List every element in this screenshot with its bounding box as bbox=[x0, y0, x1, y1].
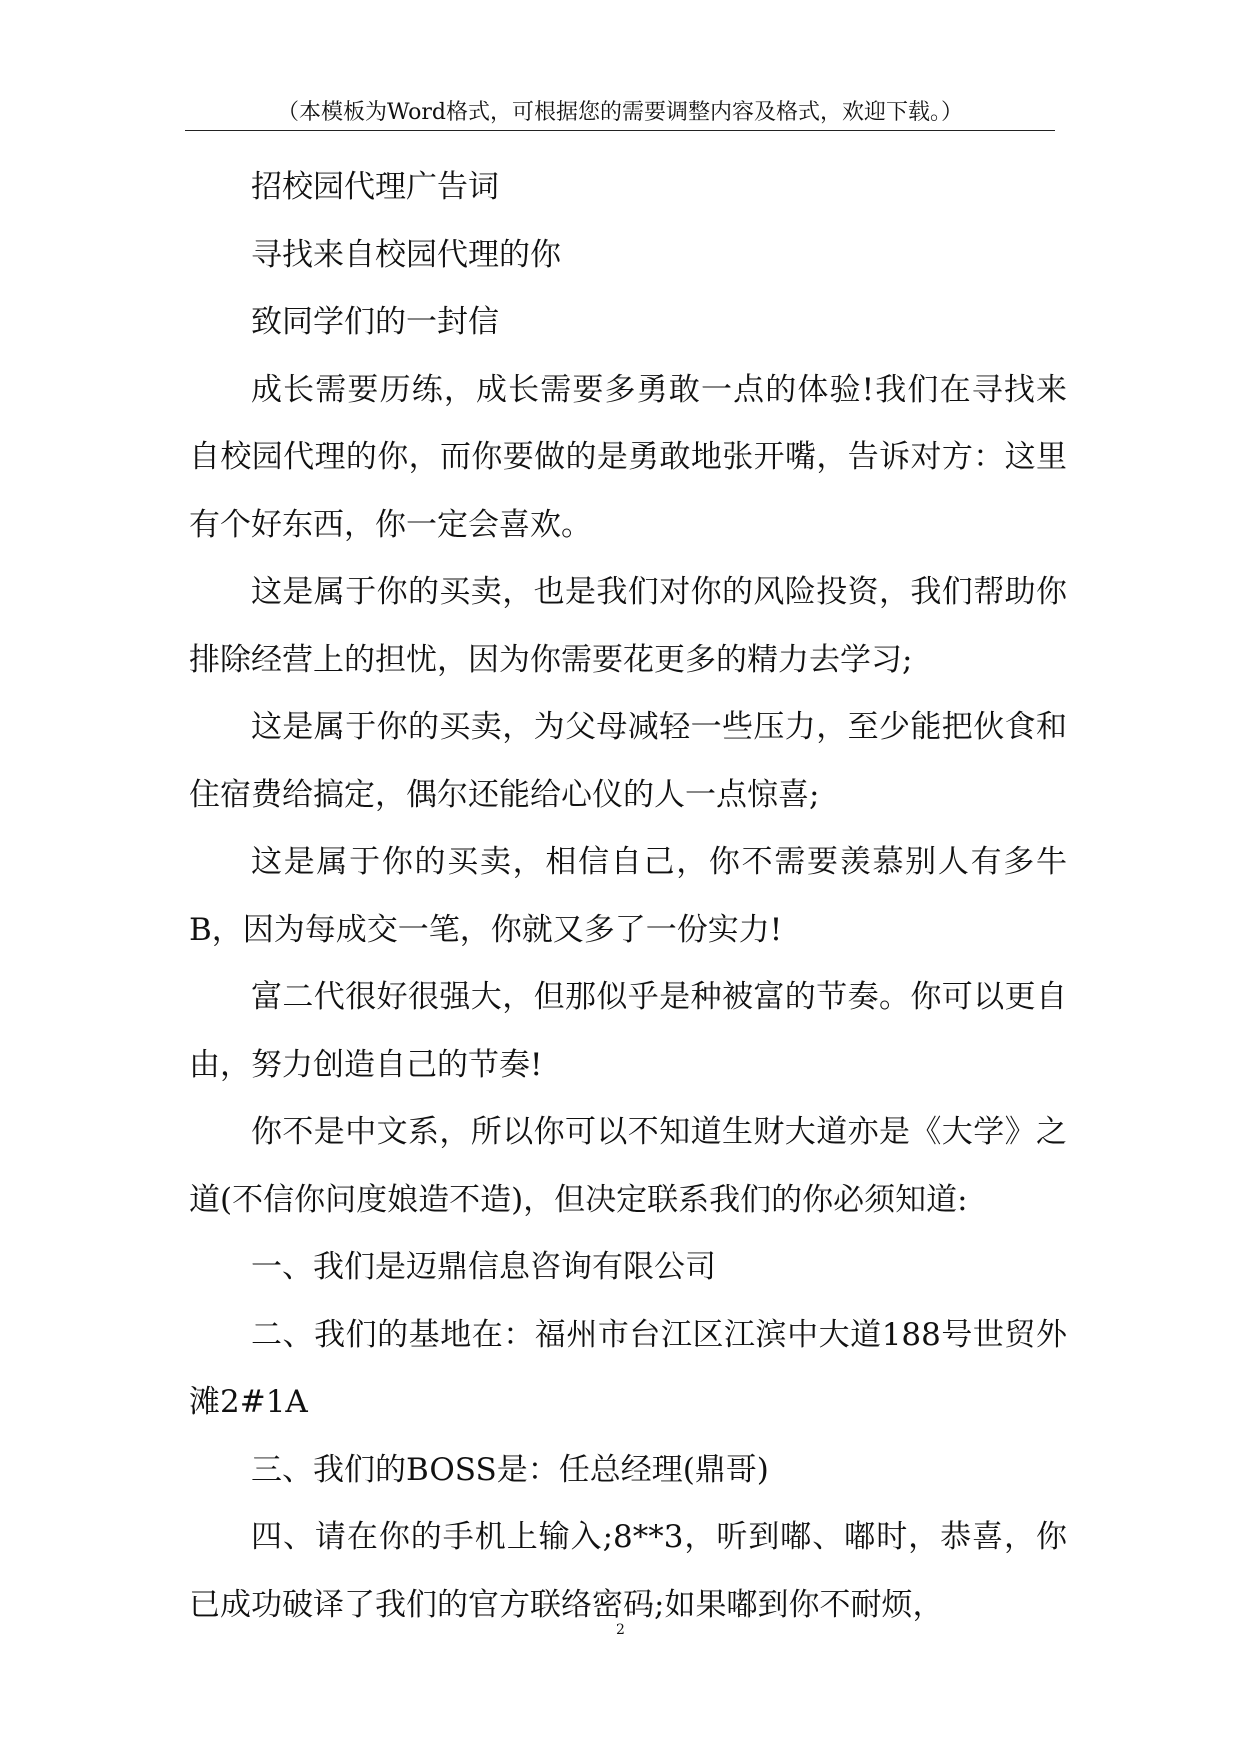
list-item: 三、我们的BOSS是：任总经理(鼎哥) bbox=[251, 1451, 769, 1488]
doc-title: 招校园代理广告词 bbox=[251, 169, 499, 205]
paragraph: 这是属于你的买卖，为父母减轻一些压力，至少能把伙食和住宿费给搞定，偶尔还能给心仪的人一点惊喜; bbox=[189, 709, 1067, 813]
page-number: 2 bbox=[616, 1622, 625, 1638]
subtitle: 寻找来自校园代理的你 bbox=[251, 236, 561, 273]
list-item: 一、我们是迈鼎信息咨询有限公司 bbox=[251, 1249, 716, 1285]
document-body bbox=[189, 154, 1067, 1639]
paragraph: 成长需要历练，成长需要多勇敢一点的体验!我们在寻找来自校园代理的你，而你要做的是勇敢地张开嘴，告诉对方：这里有个好东西，你一定会喜欢。 bbox=[189, 371, 1067, 543]
paragraph: 这是属于你的买卖，相信自己，你不需要羡慕别人有多牛B，因为每成交一笔，你就又多了一份实力! bbox=[189, 844, 1067, 948]
header-divider bbox=[185, 130, 1055, 131]
paragraph: 这是属于你的买卖，也是我们对你的风险投资，我们帮助你排除经营上的担忧，因为你需要花更多的精力去学习; bbox=[189, 574, 1067, 678]
header-note: （本模板为Word格式，可根据您的需要调整内容及格式，欢迎下载。） bbox=[277, 100, 963, 125]
list-item: 二、我们的基地在：福州市台江区江滨中大道188号世贸外滩2#1A bbox=[189, 1316, 1067, 1420]
letter-heading: 致同学们的一封信 bbox=[251, 304, 499, 340]
list-item: 四、请在你的手机上输入;8**3，听到嘟、嘟时，恭喜，你已成功破译了我们的官方联络密码;如果嘟到你不耐烦， bbox=[189, 1519, 1067, 1623]
paragraph: 你不是中文系，所以你可以不知道生财大道亦是《大学》之道(不信你问度娘造不造)，但决定联系我们的你必须知道: bbox=[189, 1114, 1067, 1218]
paragraph: 富二代很好很强大，但那似乎是种被富的节奏。你可以更自由，努力创造自己的节奏! bbox=[189, 979, 1067, 1083]
